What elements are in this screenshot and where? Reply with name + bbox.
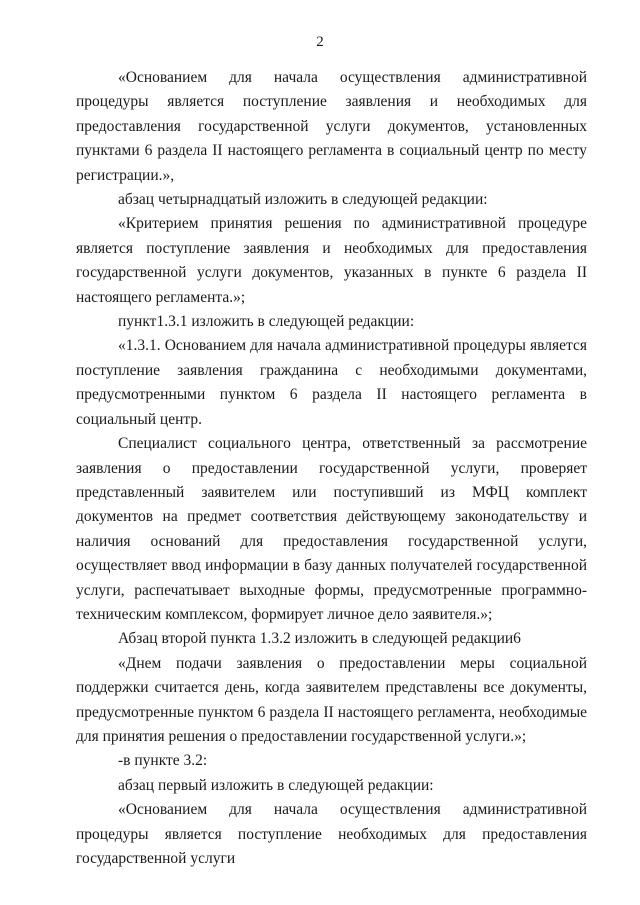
paragraph-basis-continued: «Основанием для начала осуществления административной процедуры является поступление необходимых для предоставления государственной услуги (76, 801, 587, 867)
paragraph-application-date: «Днем подачи заявления о предоставлении меры социальной поддержки считается день, когда заявителем представлены все документы, предусмотренные пунктом 6 раздела II настоящего регламента, необходимые для принятия решения о предоставлении государственной услуги.»; (76, 654, 587, 745)
page-number: 2 (316, 34, 324, 50)
document-body (76, 66, 587, 871)
paragraph-item-1-3-1-text: «1.3.1. Основанием для начала административной процедуры является поступление заявления гражданина с необходимыми документами, предусмотренными пунктом 6 раздела II настоящего регламента в социальный центр. (76, 337, 587, 428)
paragraph-basis-for-procedure: «Основанием для начала осуществления административной процедуры является поступление заявления и необходимых для предоставления государственной услуги документов, установленных пунктами 6 раздела II настоящего регламента в социальный центр по месту регистрации.», (76, 69, 587, 184)
paragraph-fourteenth-clause-instruction: абзац четырнадцатый изложить в следующей редакции: (118, 191, 488, 209)
paragraph-decision-criterion: «Критерием принятия решения по административной процедуре является поступление заявления и необходимых для предоставления государственной услуги документов, указанных в пункте 6 раздела II настоящего регламента.»; (76, 215, 587, 306)
paragraph-item-1-3-2-instruction: Абзац второй пункта 1.3.2 изложить в следующей редакции6 (118, 630, 521, 648)
paragraph-item-1-3-1-instruction: пункт1.3.1 изложить в следующей редакции: (118, 313, 415, 331)
paragraph-first-clause-instruction: абзац первый изложить в следующей редакции: (118, 776, 434, 794)
paragraph-specialist-duties: Специалист социального центра, ответственный за рассмотрение заявления о предоставлении государственной услуги, проверяет представленный заявителем или поступивший из МФЦ комплект документов на предмет соответствия действующему законодательству и наличия оснований для предоставления государственной услуги, осуществляет ввод информации в базу данных получателей государственной услуги, распечатывает выходные формы, предусмотренные программно-техническим комплексом, формирует личное дело заявителя.»; (76, 435, 587, 623)
paragraph-item-3-2-heading: -в пункте 3.2: (118, 752, 208, 770)
